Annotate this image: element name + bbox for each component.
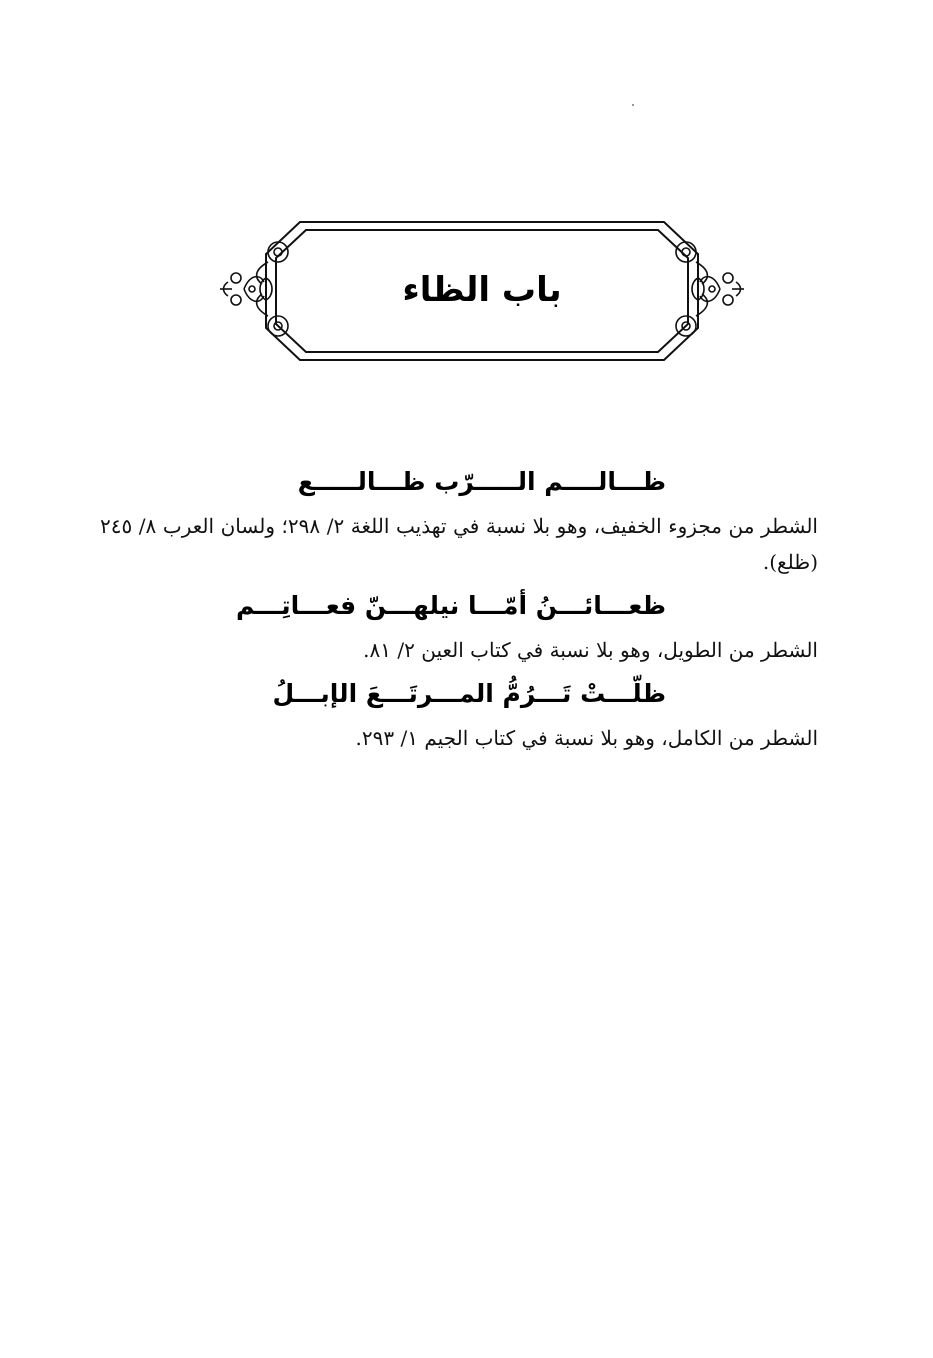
chapter-title: باب الظاء [402, 270, 562, 310]
scan-speck [632, 104, 634, 106]
entry [100, 456, 818, 580]
entries-list [100, 456, 818, 756]
verse-note: الشطر من الطويل، وهو بلا نسبة في كتاب العين ٢/ ٨١. [363, 638, 818, 662]
verse-line: ظلّـــتْ تَـــرُمُّ المـــرتَـــعَ الإبـــلُ [272, 679, 666, 708]
entry [100, 580, 818, 668]
verse-note: الشطر من مجزوء الخفيف، وهو بلا نسبة في تهذيب اللغة ٢/ ٢٩٨؛ ولسان العرب ٨/ ٢٤٥ (ظلع). [100, 514, 818, 574]
verse-note: الشطر من الكامل، وهو بلا نسبة في كتاب الجيم ١/ ٢٩٣. [355, 726, 818, 750]
verse-line: ظعـــائـــنُ أمّـــا نيلهـــنّ فعـــاتِـــم [236, 591, 666, 620]
verse-line: ظـــالــــم الـــــرّب ظـــالـــــع [297, 467, 666, 496]
entry [100, 668, 818, 756]
chapter-heading-frame [214, 218, 750, 364]
